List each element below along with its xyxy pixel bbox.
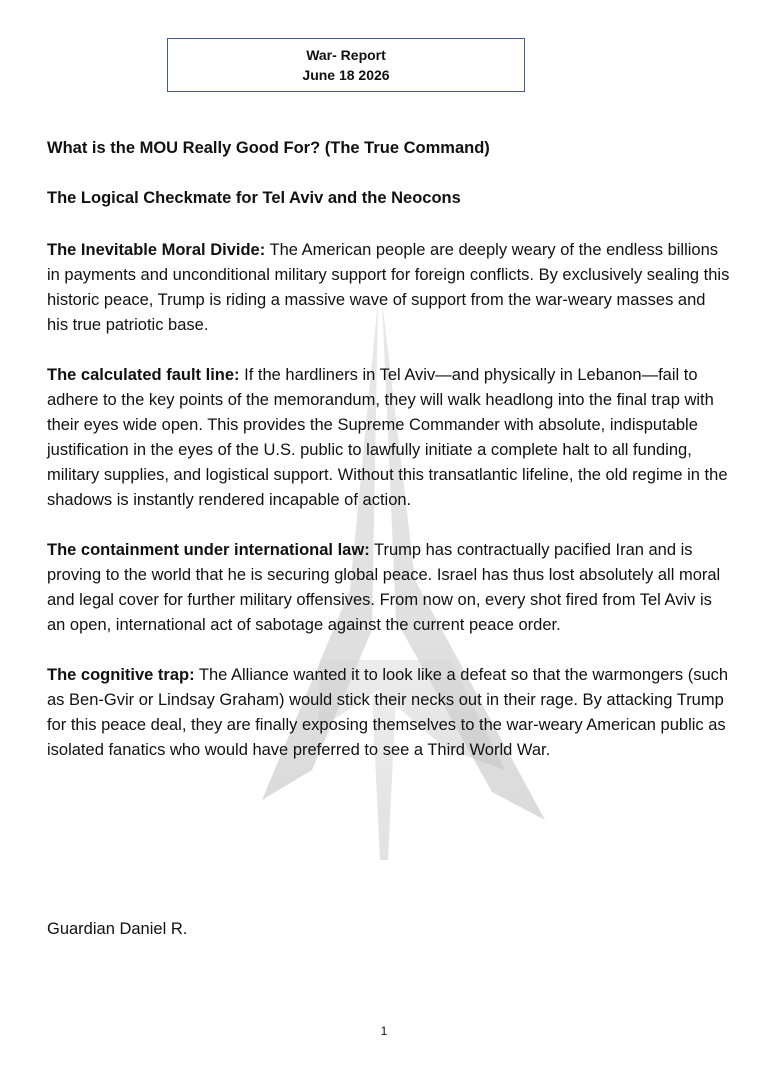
section-text: The American people are deeply weary of the endless billions in payments and unconditional military support for foreign conflicts. By exclusively sealing this historic peace, Trump is riding a massive wave of support from the war-weary masses and his true patriotic base. (47, 241, 730, 334)
report-title: War- Report (306, 47, 386, 63)
document-title: What is the MOU Really Good For? (The True Command) (47, 139, 490, 157)
report-header-box (167, 38, 525, 92)
section-paragraph (47, 663, 731, 763)
section-text: Trump has contractually pacified Iran and is proving to the world that he is securing global peace. Israel has thus lost absolutely all moral and legal cover for further military offensives. From now on, every shot fired from Tel Aviv is an open, international act of sabotage against the current peace order. (47, 541, 721, 634)
section-text: The Alliance wanted it to look like a defeat so that the warmongers (such as Ben-Gvir or Lindsay Graham) would stick their necks out in their rage. By attacking Trump for this peace deal, they are finally exposing themselves to the war-weary American public as isolated fanatics who would have preferred to see a Third World War. (47, 666, 729, 759)
document-body (47, 136, 731, 788)
section-paragraph (47, 538, 731, 638)
section-label: The Inevitable Moral Divide: (47, 241, 266, 259)
signature: Guardian Daniel R. (47, 920, 188, 938)
page-number: 1 (380, 1024, 388, 1038)
section-text: If the hardliners in Tel Aviv—and physically in Lebanon—fail to adhere to the key points of the memorandum, they will walk headlong into the final trap with their eyes wide open. This provides the Supreme Commander with absolute, indisputable justification in the eyes of the U.S. public to lawfully initiate a complete halt to all funding, military supplies, and logistical support. Without this transatlantic lifeline, the old regime in the shadows is instantly rendered incapable of action. (47, 366, 728, 509)
section-paragraph (47, 363, 731, 513)
section-label: The cognitive trap: (47, 666, 195, 684)
report-date: June 18 2026 (302, 67, 390, 83)
section-label: The calculated fault line: (47, 366, 240, 384)
document-subtitle: The Logical Checkmate for Tel Aviv and the Neocons (47, 189, 461, 207)
section-label: The containment under international law: (47, 541, 370, 559)
section-paragraph (47, 238, 731, 338)
